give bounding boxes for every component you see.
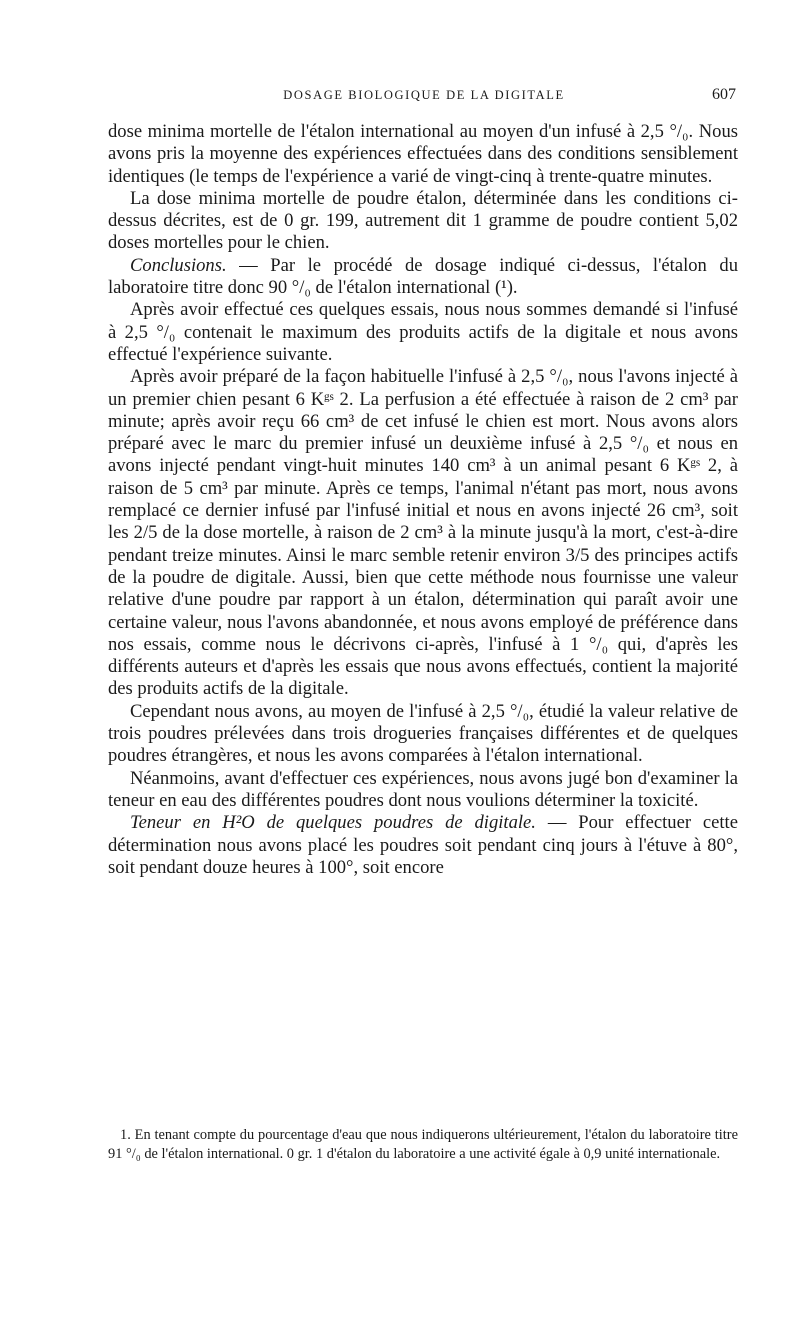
teneur-heading: Teneur en H²O de quelques poudres de digitale. xyxy=(130,812,536,834)
paragraph-teneur xyxy=(108,812,738,879)
paragraph-2: La dose minima mortelle de poudre étalon, déterminée dans les conditions ci-dessus décrites, est de 0 gr. 199, autrement dit 1 gramme de poudre contient 5,02 doses mortelles pour le chien. xyxy=(108,187,738,254)
paragraph-5: Après avoir préparé de la façon habituelle l'infusé à 2,5 °/₀, nous l'avons injecté à un premier chien pesant 6 Kᵍˢ 2. La perfusion a été effectuée à raison de 2 cm³ par minute; après avoir reçu 66 cm³ de cet infusé le chien est mort. Nous avons alors préparé avec le marc du premier infusé un deuxième infusé à 2,5 °/₀ et nous en avons injecté pendant vingt-huit minutes 140 cm³ à un animal pesant 6 Kᵍˢ 2, à raison de 5 cm³ par minute. Après ce temps, l'animal n'étant pas mort, nous avons remplacé ce dernier infusé par l'infusé initial et nous en avons injecté 26 cm³, soit les 2/5 de la dose mortelle, à raison de 2 cm³ à la minute jusqu'à la mort, c'est-à-dire pendant treize minutes. Ainsi le marc semble retenir environ 3/5 des principes actifs de la poudre de digitale. Aussi, bien que cette méthode nous fournisse une valeur relative d'une poudre par rapport à un étalon, détermination qui paraît avoir une certaine valeur, nous l'avons abandonnée, et nous avons employé de préférence dans nos essais, comme nous le décrivons ci-après, l'infusé à 1 °/₀ qui, d'après les différents auteurs et d'après les essais que nous avons effectués, contient la majorité des produits actifs de la digitale. xyxy=(108,366,738,700)
page-number: 607 xyxy=(712,86,736,103)
paragraph-6: Cependant nous avons, au moyen de l'infusé à 2,5 °/₀, étudié la valeur relative de trois poudres prélevées dans trois drogueries françaises différentes et de quelques poudres étrangères, et nous les avons comparées à l'étalon international. xyxy=(108,700,738,767)
paragraph-1: dose minima mortelle de l'étalon international au moyen d'un infusé à 2,5 °/₀. Nous avons pris la moyenne des expériences effectuées dans des conditions sensiblement identiques (le temps de l'expérience a varié de vingt-cinq à trente-quatre minutes. xyxy=(108,121,738,187)
paragraph-7: Néanmoins, avant d'effectuer ces expériences, nous avons jugé bon d'examiner la teneur en eau des différentes poudres dont nous voulions déterminer la toxicité. xyxy=(108,767,738,811)
paragraph-4: Après avoir effectué ces quelques essais, nous nous sommes demandé si l'infusé à 2,5 °/₀ contenait le maximum des produits actifs de la digitale et nous avons effectué l'expérience suivante. xyxy=(108,299,738,365)
conclusions-text: — Par le procédé de dosage indiqué ci-dessus, l'étalon du laboratoire titre donc 90 °/₀ de l'étalon international (¹). xyxy=(108,254,738,299)
paragraph-conclusions xyxy=(108,255,738,300)
footnotes xyxy=(108,1126,738,1164)
body-text xyxy=(108,121,738,879)
teneur-text: — Pour effectuer cette détermination nous avons placé les poudres soit pendant cinq jours à l'étuve à 80°, soit pendant douze heures à 100°, soit encore xyxy=(108,812,738,878)
conclusions-heading: Conclusions. xyxy=(130,254,227,276)
running-title: DOSAGE BIOLOGIQUE DE LA DIGITALE xyxy=(283,88,565,102)
page-header xyxy=(108,84,740,108)
footnote-1: 1. En tenant compte du pourcentage d'eau que nous indiquerons ultérieurement, l'étalon du laboratoire titre 91 °/₀ de l'étalon international. 0 gr. 1 d'étalon du laboratoire a une activité égale à 0,9 unité internationale. xyxy=(108,1127,738,1162)
